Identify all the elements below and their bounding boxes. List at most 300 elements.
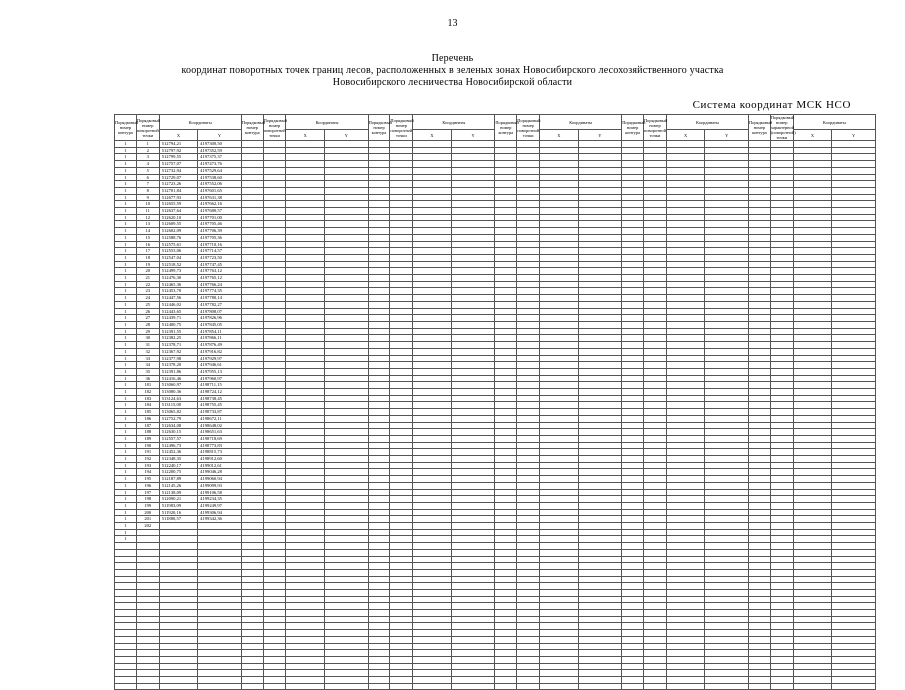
cell-point: 185	[136, 409, 159, 416]
cell-contour	[622, 342, 644, 349]
table-row	[115, 576, 876, 583]
cell-contour	[495, 254, 517, 261]
cell-contour	[495, 523, 517, 530]
cell-point	[644, 670, 667, 677]
cell-y	[451, 261, 495, 268]
cell-contour	[748, 288, 770, 295]
cell-point: 22	[136, 281, 159, 288]
cell-x	[540, 268, 578, 275]
cell-contour	[115, 569, 137, 576]
cell-point: 33	[136, 355, 159, 362]
cell-y	[451, 154, 495, 161]
cell-contour	[495, 382, 517, 389]
cell-point	[770, 389, 793, 396]
cell-point	[390, 141, 413, 148]
cell-y: 4197782,27	[198, 301, 242, 308]
cell-contour	[495, 516, 517, 523]
cell-y	[705, 228, 749, 235]
cell-y	[578, 161, 622, 168]
cell-point	[136, 556, 159, 563]
cell-contour	[368, 161, 390, 168]
cell-point	[644, 469, 667, 476]
cell-contour	[115, 636, 137, 643]
cell-y	[451, 348, 495, 355]
cell-x	[666, 509, 704, 516]
cell-contour	[368, 415, 390, 422]
cell-x	[666, 395, 704, 402]
cell-contour	[495, 476, 517, 483]
cell-y	[578, 603, 622, 610]
cell-contour	[368, 469, 390, 476]
cell-point	[517, 563, 540, 570]
cell-y	[324, 201, 368, 208]
cell-point: 192	[136, 456, 159, 463]
header-point: Порядковый номер поворотной точки	[390, 115, 413, 141]
cell-contour	[241, 663, 263, 670]
table-row	[115, 147, 876, 154]
cell-contour	[368, 462, 390, 469]
cell-y	[578, 476, 622, 483]
cell-x	[540, 208, 578, 215]
cell-x	[286, 402, 324, 409]
cell-y	[451, 523, 495, 530]
cell-point	[390, 603, 413, 610]
cell-point	[770, 556, 793, 563]
cell-y	[705, 529, 749, 536]
cell-point	[263, 261, 286, 268]
cell-x	[413, 663, 451, 670]
cell-contour	[241, 596, 263, 603]
cell-contour	[368, 683, 390, 690]
cell-x	[286, 375, 324, 382]
cell-x: 512630,15	[159, 429, 197, 436]
cell-y	[451, 683, 495, 690]
cell-x: 512752,79	[159, 415, 197, 422]
cell-x: 511920,16	[159, 509, 197, 516]
cell-x	[666, 288, 704, 295]
cell-x	[793, 482, 831, 489]
cell-point	[517, 368, 540, 375]
cell-x	[286, 295, 324, 302]
cell-point	[770, 181, 793, 188]
cell-contour	[115, 676, 137, 683]
cell-y	[705, 656, 749, 663]
cell-point	[263, 482, 286, 489]
cell-x	[286, 590, 324, 597]
cell-x	[413, 650, 451, 657]
cell-x	[286, 409, 324, 416]
cell-contour	[368, 308, 390, 315]
cell-contour	[368, 342, 390, 349]
cell-y	[451, 295, 495, 302]
cell-x	[286, 395, 324, 402]
cell-y	[451, 676, 495, 683]
cell-y	[451, 208, 495, 215]
cell-point	[390, 167, 413, 174]
cell-y	[705, 221, 749, 228]
cell-x	[666, 563, 704, 570]
cell-point	[770, 590, 793, 597]
cell-point	[263, 241, 286, 248]
cell-y	[578, 462, 622, 469]
cell-y	[324, 342, 368, 349]
cell-point	[644, 543, 667, 550]
cell-point	[263, 643, 286, 650]
cell-y	[324, 321, 368, 328]
cell-x	[666, 623, 704, 630]
cell-contour	[748, 603, 770, 610]
cell-x	[540, 563, 578, 570]
cell-y	[832, 502, 876, 509]
cell-contour: 1	[115, 308, 137, 315]
cell-contour	[622, 174, 644, 181]
cell-y	[832, 194, 876, 201]
cell-point	[517, 469, 540, 476]
cell-x	[286, 489, 324, 496]
cell-y	[832, 315, 876, 322]
cell-y	[832, 348, 876, 355]
header-point: Порядковый номер поворотной точки	[517, 115, 540, 141]
cell-point	[263, 656, 286, 663]
cell-y	[832, 362, 876, 369]
cell-x	[793, 288, 831, 295]
cell-x	[793, 194, 831, 201]
cell-point	[390, 596, 413, 603]
cell-x: 512575,61	[159, 241, 197, 248]
cell-contour	[495, 556, 517, 563]
cell-point	[770, 496, 793, 503]
cell-y	[324, 335, 368, 342]
cell-y	[705, 489, 749, 496]
cell-point	[644, 221, 667, 228]
cell-point	[263, 563, 286, 570]
cell-point	[770, 656, 793, 663]
cell-x	[793, 456, 831, 463]
cell-x: 512416,46	[159, 375, 197, 382]
table-row	[115, 650, 876, 657]
cell-y	[705, 321, 749, 328]
cell-point	[517, 536, 540, 543]
cell-point	[770, 321, 793, 328]
cell-y	[705, 301, 749, 308]
cell-contour	[495, 610, 517, 617]
cell-x	[159, 630, 197, 637]
cell-contour	[495, 576, 517, 583]
cell-contour	[622, 402, 644, 409]
cell-contour	[748, 442, 770, 449]
table-row	[115, 368, 876, 375]
cell-point	[517, 476, 540, 483]
cell-point	[390, 328, 413, 335]
cell-contour	[622, 663, 644, 670]
cell-y: 4198733,87	[198, 409, 242, 416]
cell-point	[644, 576, 667, 583]
cell-x	[413, 456, 451, 463]
cell-contour	[495, 536, 517, 543]
cell-point	[517, 496, 540, 503]
cell-y: 4197866,11	[198, 335, 242, 342]
cell-y: 4198718,69	[198, 435, 242, 442]
cell-contour	[368, 435, 390, 442]
cell-contour	[622, 676, 644, 683]
cell-contour	[622, 670, 644, 677]
cell-contour	[368, 281, 390, 288]
cell-point	[644, 409, 667, 416]
cell-y	[324, 603, 368, 610]
cell-x: 512200,75	[159, 469, 197, 476]
cell-x	[413, 268, 451, 275]
cell-y	[705, 328, 749, 335]
cell-point: 34	[136, 362, 159, 369]
cell-y	[705, 643, 749, 650]
cell-y	[198, 656, 242, 663]
cell-x	[286, 476, 324, 483]
cell-y	[705, 496, 749, 503]
cell-point	[517, 670, 540, 677]
cell-x	[793, 147, 831, 154]
cell-x	[540, 221, 578, 228]
cell-point	[390, 676, 413, 683]
cell-y	[578, 342, 622, 349]
cell-point	[644, 268, 667, 275]
cell-x	[666, 201, 704, 208]
header-coordinates: Координаты	[286, 115, 368, 130]
table-row	[115, 308, 876, 315]
cell-x	[666, 670, 704, 677]
cell-point	[517, 395, 540, 402]
table-row	[115, 214, 876, 221]
table-row	[115, 670, 876, 677]
cell-y: 4199342,36	[198, 516, 242, 523]
cell-contour	[368, 321, 390, 328]
cell-contour	[241, 569, 263, 576]
cell-y	[578, 663, 622, 670]
table-row	[115, 181, 876, 188]
cell-y	[578, 509, 622, 516]
cell-point	[644, 529, 667, 536]
cell-contour	[748, 576, 770, 583]
cell-y	[832, 201, 876, 208]
cell-x	[540, 275, 578, 282]
cell-y	[578, 529, 622, 536]
cell-point	[770, 187, 793, 194]
cell-x	[540, 194, 578, 201]
cell-x	[540, 556, 578, 563]
cell-point: 9	[136, 194, 159, 201]
cell-y	[451, 670, 495, 677]
cell-point	[390, 281, 413, 288]
cell-contour	[368, 382, 390, 389]
cell-point: 10	[136, 201, 159, 208]
cell-contour	[241, 228, 263, 235]
cell-x	[413, 415, 451, 422]
cell-contour	[368, 476, 390, 483]
cell-contour	[748, 395, 770, 402]
cell-contour	[495, 636, 517, 643]
cell-contour: 1	[115, 389, 137, 396]
cell-contour	[495, 623, 517, 630]
cell-x	[159, 683, 197, 690]
cell-x	[159, 529, 197, 536]
cell-point	[390, 234, 413, 241]
cell-x	[159, 623, 197, 630]
cell-point: 196	[136, 482, 159, 489]
cell-contour	[748, 147, 770, 154]
cell-x	[666, 683, 704, 690]
cell-y	[705, 342, 749, 349]
cell-y	[832, 141, 876, 148]
cell-point: 26	[136, 308, 159, 315]
cell-point	[263, 449, 286, 456]
cell-contour	[368, 536, 390, 543]
cell-point: 1	[136, 141, 159, 148]
cell-point: 5	[136, 167, 159, 174]
cell-x	[666, 596, 704, 603]
cell-x	[793, 489, 831, 496]
cell-y	[324, 288, 368, 295]
cell-contour	[241, 268, 263, 275]
cell-contour	[748, 596, 770, 603]
cell-x	[413, 187, 451, 194]
cell-contour: 1	[115, 281, 137, 288]
cell-y	[705, 596, 749, 603]
cell-contour	[241, 174, 263, 181]
cell-contour	[241, 449, 263, 456]
table-row	[115, 335, 876, 342]
cell-y	[705, 268, 749, 275]
cell-y	[324, 382, 368, 389]
cell-contour	[748, 616, 770, 623]
cell-point: 25	[136, 301, 159, 308]
cell-point	[644, 402, 667, 409]
cell-x	[159, 590, 197, 597]
cell-x	[793, 670, 831, 677]
cell-contour	[748, 643, 770, 650]
cell-contour	[115, 603, 137, 610]
cell-x	[540, 382, 578, 389]
cell-x	[540, 395, 578, 402]
cell-x	[159, 670, 197, 677]
cell-contour	[241, 308, 263, 315]
cell-contour: 1	[115, 167, 137, 174]
header-contour: Порядковый номер контура	[495, 115, 517, 141]
cell-x: 511983,09	[159, 502, 197, 509]
cell-point	[263, 683, 286, 690]
table-row	[115, 569, 876, 576]
cell-contour	[115, 683, 137, 690]
cell-contour	[748, 583, 770, 590]
cell-x	[666, 141, 704, 148]
cell-y	[451, 603, 495, 610]
cell-point	[644, 161, 667, 168]
cell-y	[324, 275, 368, 282]
cell-y	[198, 676, 242, 683]
cell-contour	[115, 590, 137, 597]
table-row	[115, 543, 876, 550]
cell-y	[832, 328, 876, 335]
cell-contour	[748, 382, 770, 389]
cell-y	[832, 409, 876, 416]
cell-y	[578, 469, 622, 476]
cell-point	[263, 502, 286, 509]
cell-y: 4197631,38	[198, 194, 242, 201]
cell-x	[540, 596, 578, 603]
table-row	[115, 489, 876, 496]
cell-contour	[622, 348, 644, 355]
cell-y	[705, 261, 749, 268]
cell-x	[286, 221, 324, 228]
cell-x	[793, 221, 831, 228]
cell-x	[540, 536, 578, 543]
cell-y	[324, 476, 368, 483]
cell-contour	[748, 516, 770, 523]
cell-contour	[495, 355, 517, 362]
cell-point	[770, 248, 793, 255]
cell-contour	[241, 241, 263, 248]
cell-y	[705, 201, 749, 208]
cell-x	[413, 248, 451, 255]
cell-x	[540, 502, 578, 509]
cell-contour	[495, 362, 517, 369]
cell-y: 4197538,60	[198, 174, 242, 181]
cell-contour	[622, 409, 644, 416]
cell-x: 512378,71	[159, 342, 197, 349]
cell-y	[578, 442, 622, 449]
cell-x	[666, 241, 704, 248]
cell-x	[793, 355, 831, 362]
cell-point	[263, 422, 286, 429]
cell-x	[540, 187, 578, 194]
cell-x	[793, 496, 831, 503]
cell-contour	[622, 476, 644, 483]
cell-y	[451, 268, 495, 275]
cell-contour: 1	[115, 254, 137, 261]
cell-x	[793, 590, 831, 597]
cell-x	[413, 389, 451, 396]
cell-y: 4197960,97	[198, 375, 242, 382]
table-row	[115, 496, 876, 503]
cell-x	[286, 194, 324, 201]
header-coordinates: Координаты	[159, 115, 241, 130]
cell-x: 512090,21	[159, 496, 197, 503]
cell-contour	[241, 543, 263, 550]
table-row	[115, 476, 876, 483]
cell-point	[390, 221, 413, 228]
cell-x	[793, 301, 831, 308]
cell-x	[666, 442, 704, 449]
cell-contour	[495, 147, 517, 154]
cell-x	[540, 308, 578, 315]
cell-y: 4197710,16	[198, 241, 242, 248]
cell-y	[705, 161, 749, 168]
cell-x: 512453,70	[159, 288, 197, 295]
cell-x	[286, 389, 324, 396]
cell-contour	[748, 368, 770, 375]
cell-point	[390, 248, 413, 255]
cell-y: 4197705,46	[198, 221, 242, 228]
cell-point: 11	[136, 208, 159, 215]
cell-x	[413, 348, 451, 355]
cell-contour	[368, 590, 390, 597]
cell-y	[451, 321, 495, 328]
cell-contour	[622, 181, 644, 188]
table-row	[115, 161, 876, 168]
cell-point	[390, 509, 413, 516]
cell-point	[390, 368, 413, 375]
cell-contour	[622, 234, 644, 241]
cell-y	[832, 281, 876, 288]
cell-contour	[495, 402, 517, 409]
